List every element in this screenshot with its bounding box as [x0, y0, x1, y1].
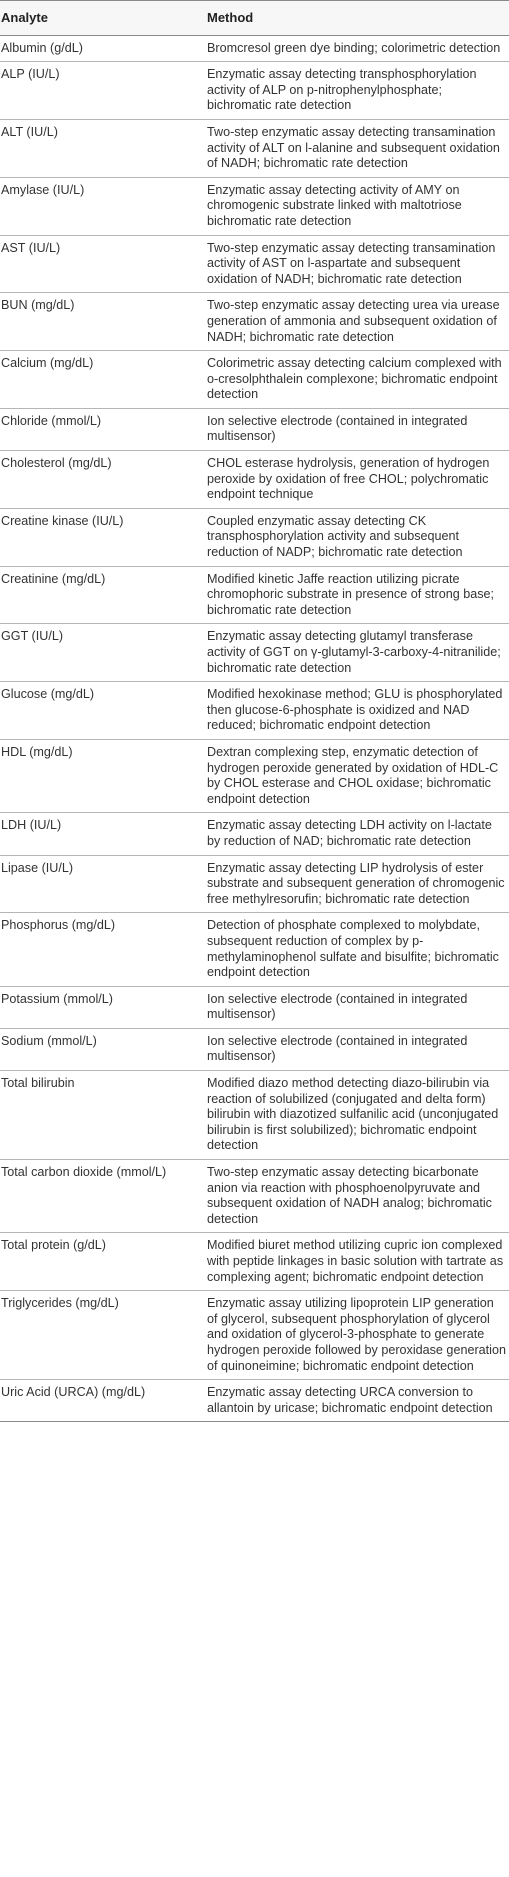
table-row [0, 1160, 509, 1233]
method-cell: Enzymatic assay detecting glutamyl transferase activity of GGT on γ-glutamyl-3-carboxy-4-nitranilide; bichromatic rate detection [201, 624, 509, 682]
analyte-cell: BUN (mg/dL) [0, 293, 201, 351]
method-cell: CHOL esterase hydrolysis, generation of hydrogen peroxide by oxidation of free CHOL; polychromatic endpoint technique [201, 451, 509, 509]
table-row [0, 508, 509, 566]
table-row [0, 451, 509, 509]
analyte-cell: Potassium (mmol/L) [0, 986, 201, 1028]
method-cell: Ion selective electrode (contained in integrated multisensor) [201, 408, 509, 450]
analyte-cell: Phosphorus (mg/dL) [0, 913, 201, 986]
table-row [0, 408, 509, 450]
analyte-cell: LDH (IU/L) [0, 813, 201, 855]
method-cell: Two-step enzymatic assay detecting urea via urease generation of ammonia and subsequent oxidation of NADH; bichromatic rate detection [201, 293, 509, 351]
method-cell: Enzymatic assay detecting URCA conversion to allantoin by uricase; bichromatic endpoint detection [201, 1380, 509, 1422]
table-row [0, 351, 509, 409]
table-row [0, 682, 509, 740]
table-row [0, 624, 509, 682]
table-row [0, 813, 509, 855]
analyte-cell: GGT (IU/L) [0, 624, 201, 682]
analyte-cell: ALT (IU/L) [0, 119, 201, 177]
header-analyte: Analyte [0, 1, 201, 36]
method-cell: Modified biuret method utilizing cupric ion complexed with peptide linkages in basic solution with tartrate as complexing agent; bichromatic endpoint detection [201, 1233, 509, 1291]
method-cell: Enzymatic assay utilizing lipoprotein LIP generation of glycerol, subsequent phosphorylation of glycerol and oxidation of glycerol-3-phosphate to generate hydrogen peroxide followed by peroxidase generation of quinoneimine; bichromatic endpoint detection [201, 1291, 509, 1380]
method-cell: Coupled enzymatic assay detecting CK transphosphorylation activity and subsequent reduction of NADP; bichromatic rate detection [201, 508, 509, 566]
analyte-cell: Albumin (g/dL) [0, 35, 201, 62]
analyte-cell: Amylase (IU/L) [0, 177, 201, 235]
method-cell: Two-step enzymatic assay detecting bicarbonate anion via reaction with phosphoenolpyruvate and subsequent oxidation of NADH analog; bichromatic detection [201, 1160, 509, 1233]
table-row [0, 1071, 509, 1160]
analyte-cell: Triglycerides (mg/dL) [0, 1291, 201, 1380]
analyte-cell: Chloride (mmol/L) [0, 408, 201, 450]
method-cell: Ion selective electrode (contained in integrated multisensor) [201, 986, 509, 1028]
method-cell: Colorimetric assay detecting calcium complexed with o-cresolphthalein complexone; bichromatic endpoint detection [201, 351, 509, 409]
method-cell: Enzymatic assay detecting LDH activity on l-lactate by reduction of NAD; bichromatic rate detection [201, 813, 509, 855]
method-cell: Enzymatic assay detecting transphosphorylation activity of ALP on p-nitrophenylphosphate; bichromatic rate detection [201, 62, 509, 120]
analyte-cell: Creatinine (mg/dL) [0, 566, 201, 624]
table-row [0, 1028, 509, 1070]
analyte-cell: Uric Acid (URCA) (mg/dL) [0, 1380, 201, 1422]
method-cell: Modified diazo method detecting diazo-bilirubin via reaction of solubilized (conjugated and delta form) bilirubin with diazotized sulfanilic acid (unconjugated bilirubin is first solubilized); bichromatic endpoint detection [201, 1071, 509, 1160]
table-row [0, 913, 509, 986]
table-row [0, 35, 509, 62]
table-row [0, 62, 509, 120]
header-method: Method [201, 1, 509, 36]
table-row [0, 235, 509, 293]
table-row [0, 119, 509, 177]
analyte-cell: Calcium (mg/dL) [0, 351, 201, 409]
table-row [0, 739, 509, 812]
analyte-cell: Glucose (mg/dL) [0, 682, 201, 740]
method-cell: Modified hexokinase method; GLU is phosphorylated then glucose-6-phosphate is oxidized and NAD reduced; bichromatic endpoint detection [201, 682, 509, 740]
header-row [0, 1, 509, 36]
analyte-cell: Cholesterol (mg/dL) [0, 451, 201, 509]
analyte-cell: AST (IU/L) [0, 235, 201, 293]
analyte-cell: Sodium (mmol/L) [0, 1028, 201, 1070]
method-cell: Modified kinetic Jaffe reaction utilizing picrate chromophoric substrate in presence of strong base; bichromatic rate detection [201, 566, 509, 624]
table-row [0, 1233, 509, 1291]
analyte-cell: Lipase (IU/L) [0, 855, 201, 913]
table-row [0, 855, 509, 913]
table-row [0, 566, 509, 624]
table-row [0, 986, 509, 1028]
table-row [0, 1291, 509, 1380]
method-cell: Ion selective electrode (contained in integrated multisensor) [201, 1028, 509, 1070]
method-cell: Detection of phosphate complexed to molybdate, subsequent reduction of complex by p-methylaminophenol sulfate and bisulfite; bichromatic endpoint detection [201, 913, 509, 986]
analyte-cell: ALP (IU/L) [0, 62, 201, 120]
table-row [0, 293, 509, 351]
method-cell: Enzymatic assay detecting activity of AMY on chromogenic substrate linked with maltotriose bichromatic rate detection [201, 177, 509, 235]
table-row [0, 177, 509, 235]
table-row [0, 1380, 509, 1422]
method-cell: Two-step enzymatic assay detecting transamination activity of ALT on l-alanine and subsequent oxidation of NADH; bichromatic rate detection [201, 119, 509, 177]
analyte-cell: Creatine kinase (IU/L) [0, 508, 201, 566]
method-cell: Dextran complexing step, enzymatic detection of hydrogen peroxide generated by oxidation of HDL-C by CHOL esterase and CHOL oxidase; bichromatic endpoint detection [201, 739, 509, 812]
method-cell: Bromcresol green dye binding; colorimetric detection [201, 35, 509, 62]
method-cell: Two-step enzymatic assay detecting transamination activity of AST on l-aspartate and subsequent oxidation of NADH; bichromatic rate detection [201, 235, 509, 293]
analyte-cell: HDL (mg/dL) [0, 739, 201, 812]
analyte-cell: Total bilirubin [0, 1071, 201, 1160]
analyte-cell: Total protein (g/dL) [0, 1233, 201, 1291]
method-cell: Enzymatic assay detecting LIP hydrolysis of ester substrate and subsequent generation of chromogenic free methylresorufin; bichromatic rate detection [201, 855, 509, 913]
analyte-cell: Total carbon dioxide (mmol/L) [0, 1160, 201, 1233]
